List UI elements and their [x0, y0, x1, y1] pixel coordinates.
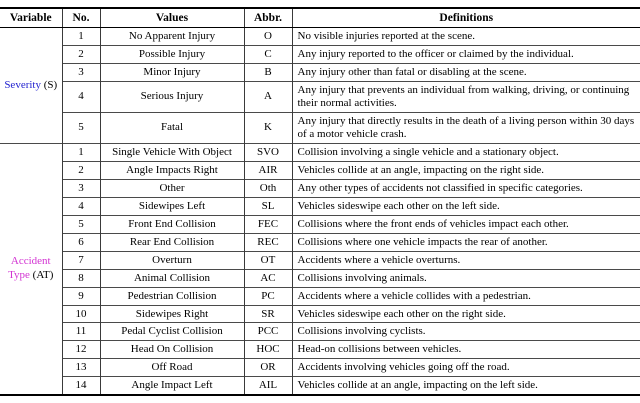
row-number-cell: 8	[62, 269, 100, 287]
variable-name: Severity	[4, 78, 41, 91]
definition-cell: Accidents involving vehicles going off the road.	[292, 359, 640, 377]
row-number-cell: 2	[62, 45, 100, 63]
variable-abbr: (S)	[40, 78, 58, 91]
table-row	[0, 323, 640, 341]
row-number-cell: 5	[62, 215, 100, 233]
definition-cell: Collisions involving animals.	[292, 269, 640, 287]
row-number-cell: 12	[62, 341, 100, 359]
row-number-cell: 10	[62, 305, 100, 323]
table-row	[0, 215, 640, 233]
abbr-cell: Oth	[244, 179, 292, 197]
table-row	[0, 28, 640, 46]
table-row	[0, 287, 640, 305]
value-cell: Animal Collision	[100, 269, 244, 287]
definition-cell: Vehicles collide at an angle, impacting on the right side.	[292, 161, 640, 179]
abbr-cell: SL	[244, 197, 292, 215]
table-row	[0, 63, 640, 81]
table-row	[0, 359, 640, 377]
row-number-cell: 3	[62, 179, 100, 197]
variable-abbr: (AT)	[29, 269, 54, 282]
value-cell: Head On Collision	[100, 341, 244, 359]
definition-cell: No visible injuries reported at the scene.	[292, 28, 640, 46]
row-number-cell: 4	[62, 81, 100, 112]
row-number-cell: 5	[62, 112, 100, 143]
abbr-cell: B	[244, 63, 292, 81]
definition-cell: Any injury that prevents an individual from walking, driving, or continuing their normal activities.	[292, 81, 640, 112]
table-row	[0, 45, 640, 63]
variable-cell-0	[0, 28, 62, 144]
table-row	[0, 161, 640, 179]
variable-cell-1	[0, 143, 62, 395]
abbr-cell: AIL	[244, 377, 292, 395]
abbr-cell: AIR	[244, 161, 292, 179]
definition-cell: Collisions where the front ends of vehicles impact each other.	[292, 215, 640, 233]
value-cell: Rear End Collision	[100, 233, 244, 251]
abbr-cell: REC	[244, 233, 292, 251]
definition-cell: Collisions involving cyclists.	[292, 323, 640, 341]
table-body	[0, 28, 640, 396]
table-row	[0, 233, 640, 251]
definition-cell: Accidents where a vehicle collides with a pedestrian.	[292, 287, 640, 305]
value-cell: Single Vehicle With Object	[100, 143, 244, 161]
row-number-cell: 1	[62, 28, 100, 46]
row-number-cell: 1	[62, 143, 100, 161]
abbr-cell: HOC	[244, 341, 292, 359]
definition-cell: Any injury that directly results in the death of a living person within 30 days of a motor vehicle crash.	[292, 112, 640, 143]
row-number-cell: 11	[62, 323, 100, 341]
abbr-cell: PC	[244, 287, 292, 305]
column-header-values: Values	[100, 8, 244, 28]
variables-table	[0, 7, 640, 396]
abbr-cell: SVO	[244, 143, 292, 161]
value-cell: Other	[100, 179, 244, 197]
table-row	[0, 112, 640, 143]
row-number-cell: 2	[62, 161, 100, 179]
value-cell: Pedestrian Collision	[100, 287, 244, 305]
value-cell: Possible Injury	[100, 45, 244, 63]
column-header-variable: Variable	[0, 8, 62, 28]
table-row	[0, 251, 640, 269]
value-cell: Fatal	[100, 112, 244, 143]
definition-cell: Any injury other than fatal or disabling at the scene.	[292, 63, 640, 81]
value-cell: Pedal Cyclist Collision	[100, 323, 244, 341]
variable-name: Accident Type	[8, 255, 51, 282]
abbr-cell: C	[244, 45, 292, 63]
table-row	[0, 305, 640, 323]
abbr-cell: AC	[244, 269, 292, 287]
definition-cell: Collisions where one vehicle impacts the rear of another.	[292, 233, 640, 251]
row-number-cell: 13	[62, 359, 100, 377]
abbr-cell: SR	[244, 305, 292, 323]
table-row	[0, 179, 640, 197]
abbr-cell: K	[244, 112, 292, 143]
definition-cell: Any injury reported to the officer or claimed by the individual.	[292, 45, 640, 63]
abbr-cell: O	[244, 28, 292, 46]
table-row	[0, 143, 640, 161]
value-cell: Sidewipes Left	[100, 197, 244, 215]
value-cell: Angle Impact Left	[100, 377, 244, 395]
value-cell: Front End Collision	[100, 215, 244, 233]
abbr-cell: OT	[244, 251, 292, 269]
definition-cell: Vehicles sideswipe each other on the left side.	[292, 197, 640, 215]
row-number-cell: 7	[62, 251, 100, 269]
definition-cell: Collision involving a single vehicle and a stationary object.	[292, 143, 640, 161]
column-header-definitions: Definitions	[292, 8, 640, 28]
definition-cell: Vehicles collide at an angle, impacting on the left side.	[292, 377, 640, 395]
row-number-cell: 14	[62, 377, 100, 395]
definition-cell: Vehicles sideswipe each other on the right side.	[292, 305, 640, 323]
abbr-cell: A	[244, 81, 292, 112]
row-number-cell: 3	[62, 63, 100, 81]
definition-cell: Head-on collisions between vehicles.	[292, 341, 640, 359]
row-number-cell: 4	[62, 197, 100, 215]
value-cell: No Apparent Injury	[100, 28, 244, 46]
definition-cell: Accidents where a vehicle overturns.	[292, 251, 640, 269]
value-cell: Angle Impacts Right	[100, 161, 244, 179]
value-cell: Sidewipes Right	[100, 305, 244, 323]
value-cell: Minor Injury	[100, 63, 244, 81]
table-row	[0, 81, 640, 112]
table-row	[0, 197, 640, 215]
column-header-abbr: Abbr.	[244, 8, 292, 28]
column-header-no: No.	[62, 8, 100, 28]
table-row	[0, 269, 640, 287]
table-header-row	[0, 8, 640, 28]
definition-cell: Any other types of accidents not classified in specific categories.	[292, 179, 640, 197]
value-cell: Off Road	[100, 359, 244, 377]
row-number-cell: 9	[62, 287, 100, 305]
abbr-cell: OR	[244, 359, 292, 377]
table-row	[0, 377, 640, 395]
value-cell: Serious Injury	[100, 81, 244, 112]
abbr-cell: PCC	[244, 323, 292, 341]
value-cell: Overturn	[100, 251, 244, 269]
abbr-cell: FEC	[244, 215, 292, 233]
row-number-cell: 6	[62, 233, 100, 251]
table-row	[0, 341, 640, 359]
